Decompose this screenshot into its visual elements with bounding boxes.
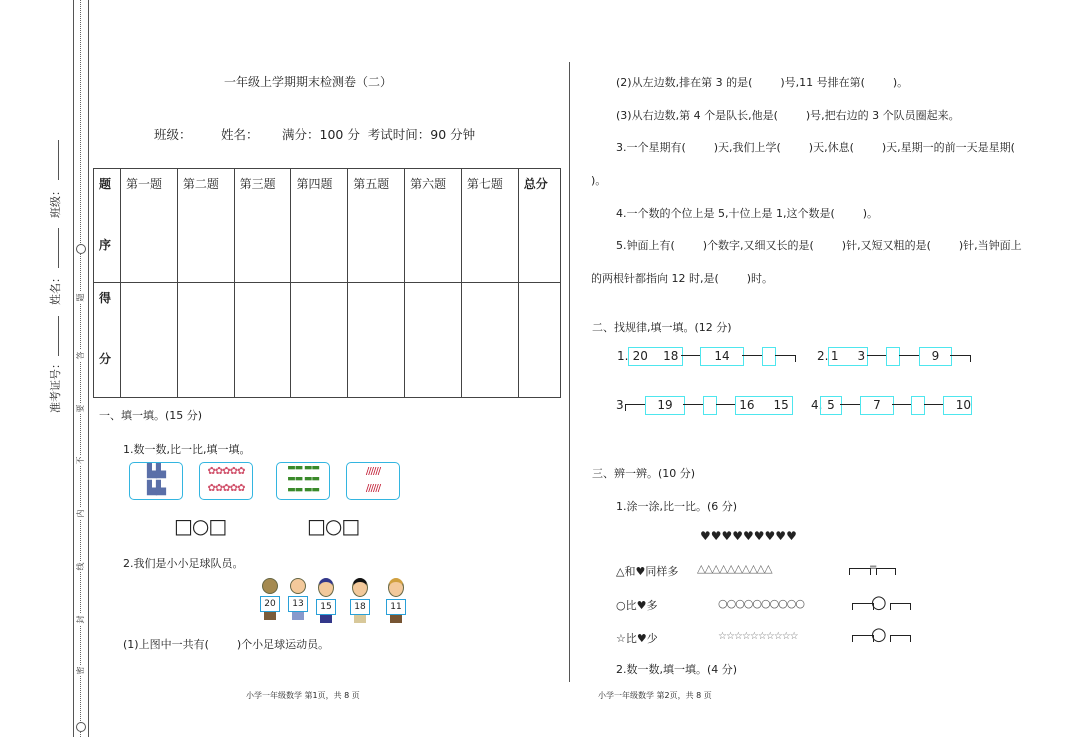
compare-box-1[interactable]: □○□ xyxy=(174,514,227,538)
class-label: 班级： xyxy=(154,127,192,142)
score-cell[interactable] xyxy=(121,283,178,398)
question-5: 5.钟面上有( )个数字,又细又长的是( )针,又短又粗的是( )针,当钟面上 xyxy=(616,239,1022,252)
stars-row: ☆☆☆☆☆☆☆☆☆☆ xyxy=(718,631,798,642)
question-3-1: 1.涂一涂,比一比。(6 分) xyxy=(616,500,738,513)
binding-class-line xyxy=(58,140,59,180)
connector xyxy=(892,404,912,411)
pattern-box[interactable] xyxy=(886,347,900,366)
binding-border-outer xyxy=(73,0,74,737)
seal-circle-top xyxy=(76,244,86,254)
col-header: 第五题 xyxy=(348,169,405,283)
player-figure xyxy=(286,578,310,622)
connector xyxy=(840,404,861,411)
pattern-label: 1. xyxy=(617,349,629,363)
row-head-tixu xyxy=(94,169,121,283)
compare-circle[interactable]: ○ xyxy=(871,624,887,645)
seal-char: 不 xyxy=(76,456,85,465)
pattern-box[interactable] xyxy=(703,396,717,415)
score-cell[interactable] xyxy=(177,283,234,398)
compare-box-2[interactable]: □○□ xyxy=(307,514,360,538)
section-2-heading: 二、找规律,填一填。(12 分) xyxy=(592,321,732,334)
pattern-box[interactable] xyxy=(911,396,925,415)
score-cell[interactable] xyxy=(234,283,291,398)
name-label: 姓名： xyxy=(221,127,259,142)
pattern-box[interactable]: 14 xyxy=(700,347,744,366)
head-char: 序 xyxy=(99,238,112,252)
picture-flowers: ✿✿✿✿✿ ✿✿✿✿✿ xyxy=(199,462,253,500)
pattern-box[interactable]: 7 xyxy=(860,396,894,415)
connector xyxy=(716,404,736,411)
pattern-box[interactable]: 1 3 xyxy=(828,347,868,366)
player-number: 11 xyxy=(386,599,406,615)
connector xyxy=(867,355,887,362)
question-3: 3.一个星期有( )天,我们上学( )天,休息( )天,星期一的前一天是星期( xyxy=(616,141,1015,154)
seal-char: 要 xyxy=(76,404,85,413)
col-header: 第七题 xyxy=(461,169,518,283)
player-figure xyxy=(348,578,372,622)
player-figure xyxy=(384,578,408,622)
head-char: 题 xyxy=(99,177,112,191)
score-cell[interactable] xyxy=(518,283,560,398)
head-char: 分 xyxy=(99,352,112,366)
connector xyxy=(742,355,763,362)
seal-char: 线 xyxy=(76,562,85,571)
col-header-total: 总分 xyxy=(518,169,560,283)
score-cell[interactable] xyxy=(348,283,405,398)
player-number: 15 xyxy=(316,599,336,615)
seal-char: 内 xyxy=(76,509,85,518)
player-number: 20 xyxy=(260,596,280,612)
col-header: 第二题 xyxy=(177,169,234,283)
binding-name-label: 姓名： xyxy=(49,272,62,305)
col-header: 第四题 xyxy=(291,169,348,283)
player-figure xyxy=(314,578,338,622)
equal-sign: = xyxy=(869,562,878,573)
connector xyxy=(775,355,796,362)
triangles-row: △△△△△△△△△△ xyxy=(697,562,772,575)
picture-peapods: ▬▬ ▬▬ ▬▬ ▬▬ ▬▬ ▬▬ xyxy=(276,462,330,500)
pattern-box[interactable]: 20 18 xyxy=(628,347,683,366)
compare-circle[interactable]: ○ xyxy=(871,592,887,613)
col-header: 第三题 xyxy=(234,169,291,283)
col-header: 第一题 xyxy=(121,169,178,283)
answer-bracket[interactable] xyxy=(849,568,871,575)
binding-border-inner xyxy=(88,0,89,737)
pattern-box[interactable]: 16 15 xyxy=(735,396,793,415)
page-divider xyxy=(569,62,570,682)
answer-bracket[interactable] xyxy=(876,568,896,575)
binding-id-label: 准考证号： xyxy=(49,358,62,413)
compare-row-label: △和♥同样多 xyxy=(616,565,679,578)
answer-bracket[interactable] xyxy=(890,635,911,642)
binding-class-label: 班级： xyxy=(49,185,62,218)
seal-char: 答 xyxy=(76,351,85,360)
score-time-info: 满分：100 分 考试时间：90 分钟 xyxy=(282,127,476,142)
page-2-footer: 小学一年级数学 第2页，共 8 页 xyxy=(598,691,712,700)
pattern-box[interactable] xyxy=(762,347,776,366)
question-3-2: 2.数一数,填一填。(4 分) xyxy=(616,663,738,676)
score-cell[interactable] xyxy=(461,283,518,398)
connector xyxy=(950,355,971,362)
seal-dotted-line xyxy=(80,0,81,737)
connector xyxy=(899,355,920,362)
question-1-2: 2.我们是小小足球队员。 xyxy=(123,557,244,570)
connector xyxy=(681,355,701,362)
page-title: 一年级上学期期末检测卷（二） xyxy=(224,75,393,89)
answer-bracket[interactable] xyxy=(890,603,911,610)
pattern-box[interactable]: 19 xyxy=(645,396,685,415)
head-char: 得 xyxy=(99,291,112,305)
question-2-2: (2)从左边数,排在第 3 的是( )号,11 号排在第( )。 xyxy=(616,76,909,89)
connector xyxy=(683,404,704,411)
player-number: 13 xyxy=(288,596,308,612)
pattern-2 xyxy=(0,396,1066,416)
question-1-2-1: (1)上图中一共有( )个小足球运动员。 xyxy=(123,638,330,651)
pattern-label: 2. xyxy=(817,349,829,363)
question-1-1: 1.数一数,比一比,填一填。 xyxy=(123,443,251,456)
page-1-footer: 小学一年级数学 第1页，共 8 页 xyxy=(246,691,360,700)
pattern-box[interactable]: 10 xyxy=(943,396,972,415)
circles-row: ○○○○○○○○○○ xyxy=(718,597,804,610)
seal-char: 封 xyxy=(76,615,85,624)
seal-circle-bottom xyxy=(76,722,86,732)
connector xyxy=(625,404,646,411)
section-1-heading: 一、填一填。(15 分) xyxy=(99,409,203,422)
row-head-defen xyxy=(94,283,121,398)
pattern-1 xyxy=(0,347,1066,367)
picture-computers: ▙▙ ▙▙ xyxy=(129,462,183,500)
player-number: 18 xyxy=(350,599,370,615)
compare-row-label: ○比♥多 xyxy=(616,599,658,612)
col-header: 第六题 xyxy=(405,169,462,283)
seal-char: 密 xyxy=(76,666,85,675)
question-5-cont: 的两根针都指向 12 时,是( )时。 xyxy=(591,272,774,285)
picture-peppers: ////// ////// xyxy=(346,462,400,500)
pattern-label: 4. xyxy=(811,398,823,412)
player-figure xyxy=(258,578,282,622)
compare-row-label: ☆比♥少 xyxy=(616,632,658,645)
score-cell[interactable] xyxy=(405,283,462,398)
pattern-box[interactable]: 5 xyxy=(820,396,842,415)
binding-name-line xyxy=(58,228,59,268)
section-3-heading: 三、辨一辨。(10 分) xyxy=(592,467,696,480)
hearts-row: ♥♥♥♥♥♥♥♥♥ xyxy=(700,529,797,543)
pattern-label: 3 xyxy=(616,398,624,412)
question-2-3: (3)从右边数,第 4 个是队长,他是( )号,把右边的 3 个队员圈起来。 xyxy=(616,109,960,122)
question-3-cont: )。 xyxy=(591,174,607,187)
question-4: 4.一个数的个位上是 5,十位上是 1,这个数是( )。 xyxy=(616,207,879,220)
pattern-box[interactable]: 9 xyxy=(919,347,952,366)
connector xyxy=(924,404,944,411)
seal-char: 题 xyxy=(76,293,85,302)
score-cell[interactable] xyxy=(291,283,348,398)
